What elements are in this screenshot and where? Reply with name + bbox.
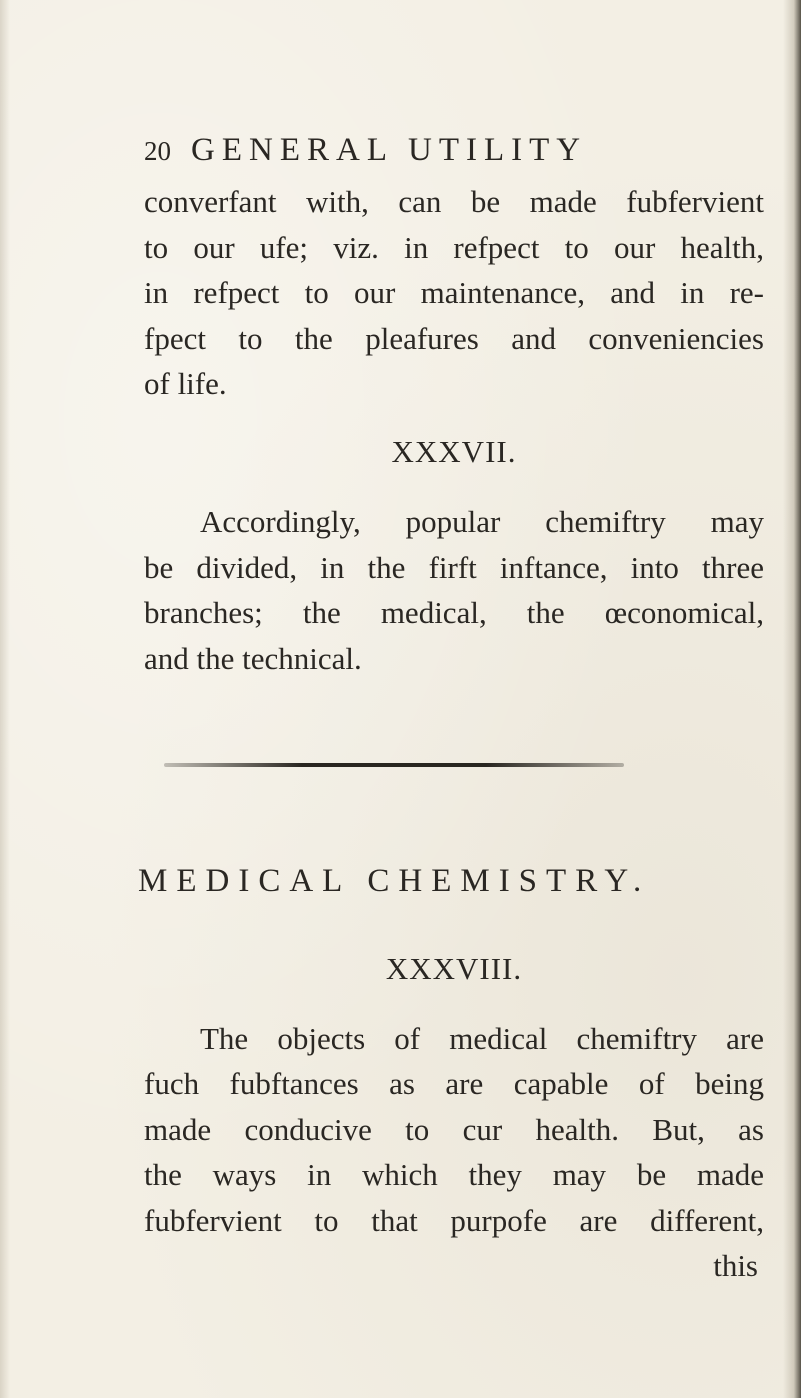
text-line: fubfervient to that purpofe are different, bbox=[144, 1202, 764, 1238]
text-line: The objects of medical chemiftry are bbox=[200, 1020, 764, 1056]
page-edge-shadow bbox=[783, 0, 801, 1398]
paragraph-continued bbox=[144, 179, 764, 407]
text-line: the ways in which they may be made bbox=[144, 1157, 764, 1192]
section-number-38: XXXVIII. bbox=[385, 951, 523, 986]
page-number: 20 bbox=[144, 136, 171, 166]
text-line: in refpect to our maintenance, and in re- bbox=[144, 275, 764, 310]
section-number-37: XXXVII. bbox=[391, 433, 517, 469]
catchword: this bbox=[713, 1248, 758, 1283]
text-line: fuch fubftances as are capable of being bbox=[144, 1066, 764, 1101]
section-divider-rule bbox=[164, 763, 624, 767]
text-line: Accordingly, popular chemiftry may bbox=[200, 504, 764, 539]
page-text bbox=[138, 130, 764, 1289]
page-gutter-shadow bbox=[0, 0, 10, 1398]
text-line: be divided, in the firft inftance, into three bbox=[144, 549, 764, 585]
text-line: branches; the medical, the œconomical, bbox=[144, 595, 764, 630]
text-line: and the technical. bbox=[144, 640, 362, 676]
text-line: fpect to the pleafures and conveniencies bbox=[144, 320, 764, 356]
text-line: of life. bbox=[144, 366, 227, 401]
paragraph-38 bbox=[144, 1016, 764, 1244]
section-heading: MEDICAL CHEMISTRY. bbox=[138, 863, 651, 899]
text-line: to our ufe; viz. in refpect to our health, bbox=[144, 229, 764, 265]
running-head bbox=[144, 130, 764, 171]
text-line: made conducive to cur health. But, as bbox=[144, 1111, 764, 1147]
paragraph-37 bbox=[144, 499, 764, 681]
running-head-title: GENERAL UTILITY bbox=[191, 132, 588, 168]
text-line: converfant with, can be made fubfervient bbox=[144, 184, 764, 219]
